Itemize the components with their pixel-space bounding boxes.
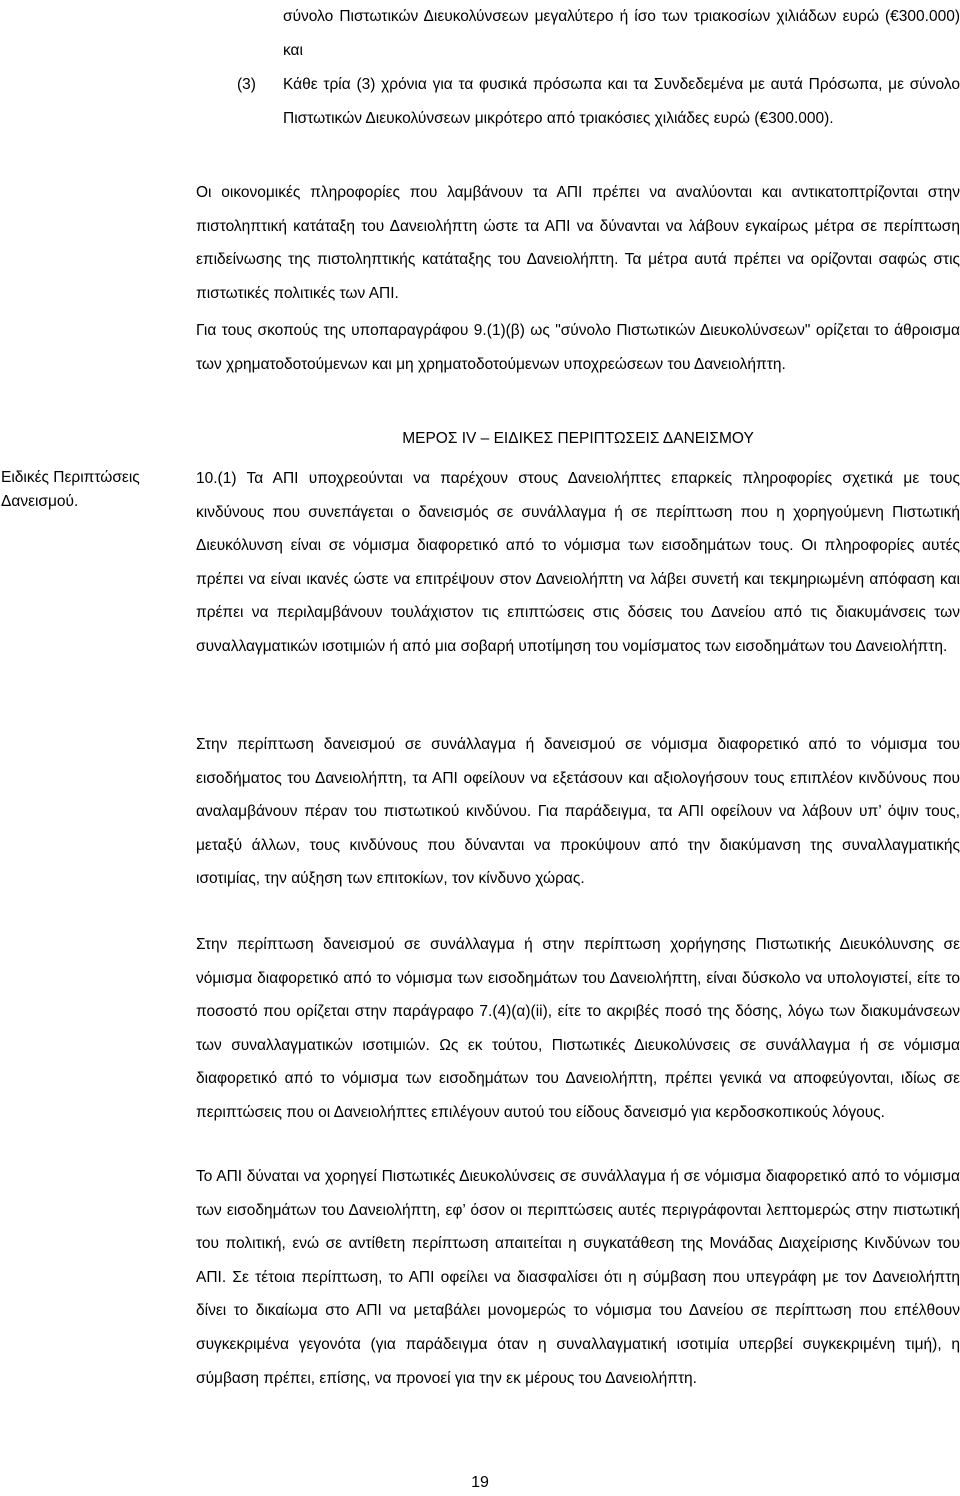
- paragraph: 10.(1) Τα ΑΠΙ υποχρεούνται να παρέχουν στους Δανειολήπτες επαρκείς πληροφορίες σχετικά με τους κινδύνους που συνεπάγεται ο δανεισμός σε συνάλλαγμα ή σε περίπτωση που η χορηγούμενη Πιστωτική Διευκόλυνση είναι σε νόμισμα διαφορετικό από το νόμισμα των εισοδημάτων τους. Οι πληροφορίες αυτές πρέπει να είναι ικανές ώστε να επιτρέψουν στον Δανειολήπτη να λάβει συνετή και τεκμηριωμένη απόφαση και πρέπει να περιλαμβάνουν τουλάχιστον τις επιπτώσεις στις δόσεις του Δανείου από τις διακυμάνσεις των συναλλαγματικών ισοτιμιών ή από μια σοβαρή υποτίμηση του νομίσματος των εισοδημάτων του Δανειολήπτη.: [196, 470, 960, 655]
- page-number: 19: [471, 1474, 489, 1491]
- continued-list-item-text: σύνολο Πιστωτικών Διευκολύνσεων μεγαλύτερο ή ίσο των τριακοσίων χιλιάδων ευρώ (€300.000) και: [283, 8, 960, 59]
- paragraph: Για τους σκοπούς της υποπαραγράφου 9.(1)(β) ως "σύνολο Πιστωτικών Διευκολύνσεων" ορίζεται το άθροισμα των χρηματοδοτούμενων και μη χρηματοδοτούμενων υποχρεώσεων του Δανειολήπτη.: [196, 322, 960, 373]
- margin-note: Ειδικές Περιπτώσεις Δανεισμού.: [1, 469, 140, 510]
- paragraph: Στην περίπτωση δανεισμού σε συνάλλαγμα ή στην περίπτωση χορήγησης Πιστωτικής Διευκόλυνσης σε νόμισμα διαφορετικό από το νόμισμα των εισοδημάτων του Δανειολήπτη, είναι δύσκολο να υπολογιστεί, είτε το ποσοστό που ορίζεται στην παράγραφο 7.(4)(α)(ii), είτε το ακριβές ποσό της δόσης, λόγω των διακυμάνσεων των συναλλαγματικών ισοτιμιών. Ως εκ τούτου, Πιστωτικές Διευκολύνσεις σε συνάλλαγμα ή σε νόμισμα διαφορετικό από το νόμισμα των εισοδημάτων του Δανειολήπτη, πρέπει γενικά να αποφεύγονται, ιδίως σε περιπτώσεις που οι Δανειολήπτες επιλέγουν αυτού του είδους δανεισμό για κερδοσκοπικούς λόγους.: [196, 936, 960, 1121]
- paragraph: Το ΑΠΙ δύναται να χορηγεί Πιστωτικές Διευκολύνσεις σε συνάλλαγμα ή σε νόμισμα διαφορετικό από το νόμισμα των εισοδημάτων του Δανειολήπτη, εφ’ όσον οι περιπτώσεις αυτές περιγράφονται λεπτομερώς στην πιστωτική του πολιτική, ενώ σε αντίθετη περίπτωση απαιτείται η συγκατάθεση της Μονάδας Διαχείρισης Κινδύνων του ΑΠΙ. Σε τέτοια περίπτωση, το ΑΠΙ οφείλει να διασφαλίσει ότι η σύμβαση που υπεγράφη με τον Δανειολήπτη δίνει το δικαίωμα στο ΑΠΙ να μεταβάλει μονομερώς το νόμισμα του Δανείου σε περίπτωση που επέλθουν συγκεκριμένα γεγονότα (για παράδειγμα όταν η συναλλαγματική ισοτιμία υπερβεί συγκεκριμένη τιμή), η σύμβαση πρέπει, επίσης, να προνοεί για την εκ μέρους του Δανειολήπτη.: [196, 1168, 960, 1387]
- list-item-3-text: Κάθε τρία (3) χρόνια για τα φυσικά πρόσωπα και τα Συνδεδεμένα με αυτά Πρόσωπα, με σύνολο Πιστωτικών Διευκολύνσεων μικρότερο από τριακόσιες χιλιάδες ευρώ (€300.000).: [283, 76, 960, 127]
- section-heading: ΜΕΡΟΣ IV – ΕΙΔΙΚΕΣ ΠΕΡΙΠΤΩΣΕΙΣ ΔΑΝΕΙΣΜΟΥ: [402, 430, 754, 447]
- list-item-marker: (3): [237, 76, 256, 93]
- paragraph: Στην περίπτωση δανεισμού σε συνάλλαγμα ή δανεισμού σε νόμισμα διαφορετικό από το νόμισμα του εισοδήματος του Δανειολήπτη, τα ΑΠΙ οφείλουν να εξετάσουν και αξιολογήσουν τους επιπλέον κινδύνους που αναλαμβάνουν πέραν του πιστωτικού κινδύνου. Για παράδειγμα, τα ΑΠΙ οφείλουν να λάβουν υπ’ όψιν τους, μεταξύ άλλων, τους κινδύνους που δύνανται να προκύψουν από την διακύμανση της συναλλαγματικής ισοτιμίας, την αύξηση των επιτοκίων, τον κίνδυνο χώρας.: [196, 736, 960, 888]
- paragraph: Οι οικονομικές πληροφορίες που λαμβάνουν τα ΑΠΙ πρέπει να αναλύονται και αντικατοπτρίζονται στην πιστοληπτική κατάταξη του Δανειολήπτη ώστε τα ΑΠΙ να δύνανται να λάβουν εγκαίρως μέτρα σε περίπτωση επιδείνωσης της πιστοληπτικής κατάταξης του Δανειολήπτη. Τα μέτρα αυτά πρέπει να ορίζονται σαφώς στις πιστωτικές πολιτικές των ΑΠΙ.: [196, 184, 960, 302]
